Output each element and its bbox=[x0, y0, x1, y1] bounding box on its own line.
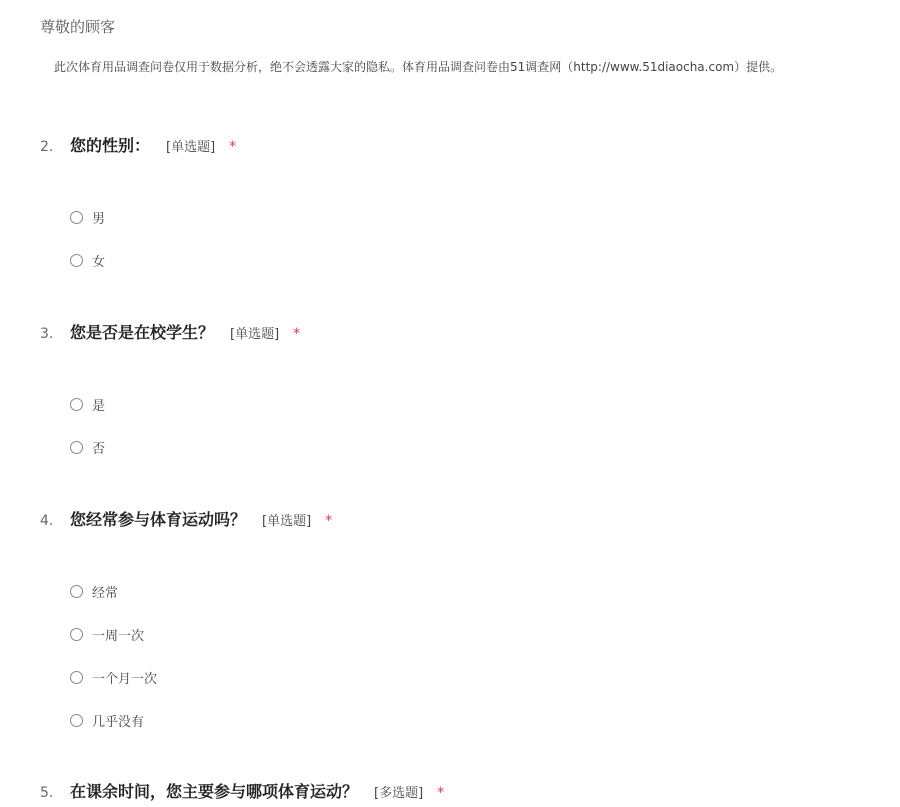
question-title: 您经常参与体育运动吗？ bbox=[70, 510, 247, 529]
question-number: 2. bbox=[40, 139, 54, 155]
option-weekly[interactable] bbox=[70, 625, 144, 644]
required-marker: * bbox=[293, 326, 301, 342]
question-title: 您的性别： bbox=[70, 136, 151, 155]
question-student bbox=[40, 320, 860, 457]
question-type: [单选题] bbox=[262, 514, 312, 529]
question-number: 5. bbox=[40, 785, 54, 801]
greeting-title: 尊敬的顾客 bbox=[40, 18, 116, 36]
radio-button[interactable] bbox=[70, 254, 83, 267]
option-often[interactable] bbox=[70, 582, 118, 601]
option-label: 是 bbox=[92, 399, 106, 414]
option-male[interactable] bbox=[70, 208, 105, 227]
required-marker: * bbox=[325, 513, 333, 529]
radio-button[interactable] bbox=[70, 211, 83, 224]
radio-button[interactable] bbox=[70, 671, 83, 684]
option-label: 否 bbox=[92, 442, 106, 457]
question-exercise-frequency bbox=[40, 507, 860, 730]
option-label: 男 bbox=[92, 212, 106, 227]
radio-button[interactable] bbox=[70, 628, 83, 641]
option-label: 几乎没有 bbox=[92, 715, 145, 730]
option-label: 经常 bbox=[92, 586, 119, 601]
question-sports-type bbox=[40, 779, 860, 807]
radio-button[interactable] bbox=[70, 398, 83, 411]
option-female[interactable] bbox=[70, 251, 105, 270]
option-label: 一个月一次 bbox=[92, 672, 158, 687]
question-header bbox=[40, 779, 860, 807]
question-title: 您是否是在校学生？ bbox=[70, 323, 215, 342]
question-type: [单选题] bbox=[166, 140, 216, 155]
option-rarely[interactable] bbox=[70, 711, 144, 730]
option-yes[interactable] bbox=[70, 395, 105, 414]
option-label: 一周一次 bbox=[92, 629, 145, 644]
option-label: 女 bbox=[92, 255, 106, 270]
question-number: 3. bbox=[40, 326, 54, 342]
question-gender bbox=[40, 133, 860, 270]
option-no[interactable] bbox=[70, 438, 105, 457]
survey-intro: 此次体育用品调查问卷仅用于数据分析，绝不会透露大家的隐私。体育用品调查问卷由51调查网（http://www.51diaocha.com）提供。 bbox=[54, 60, 783, 74]
required-marker: * bbox=[229, 139, 237, 155]
question-type: [单选题] bbox=[230, 327, 280, 342]
radio-button[interactable] bbox=[70, 441, 83, 454]
question-number: 4. bbox=[40, 513, 54, 529]
radio-button[interactable] bbox=[70, 585, 83, 598]
radio-button[interactable] bbox=[70, 714, 83, 727]
question-title: 在课余时间，您主要参与哪项体育运动？ bbox=[70, 782, 359, 801]
option-monthly[interactable] bbox=[70, 668, 157, 687]
question-header bbox=[40, 133, 860, 161]
required-marker: * bbox=[437, 785, 445, 801]
question-type: [多选题] bbox=[374, 786, 424, 801]
question-header bbox=[40, 507, 860, 535]
question-header bbox=[40, 320, 860, 348]
